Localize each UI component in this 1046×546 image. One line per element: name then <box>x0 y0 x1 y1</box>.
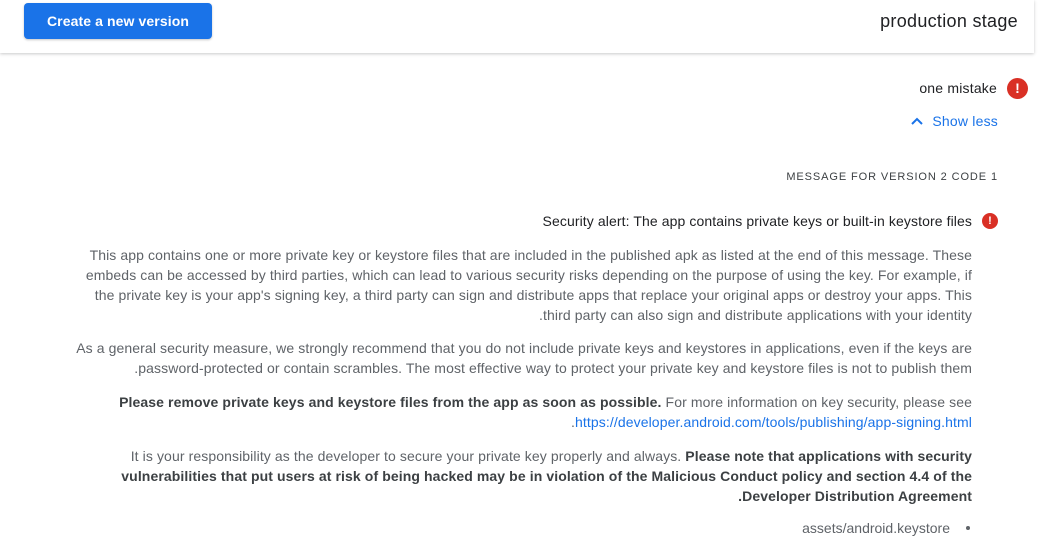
alert-paragraph-4 <box>72 446 972 506</box>
list-item <box>802 520 972 536</box>
keystore-file-list <box>802 520 972 536</box>
more-info-text: For more information on key security, please see <box>661 394 972 410</box>
sentence-end: . <box>571 414 576 430</box>
file-path: assets/android.keystore <box>802 520 950 536</box>
alert-error-icon: ! <box>982 213 998 229</box>
error-exclamation-icon: ! <box>1007 78 1028 99</box>
error-count-label: one mistake <box>919 80 997 96</box>
message-version-header: MESSAGE FOR VERSION 2 CODE 1 <box>786 171 998 183</box>
policy-warning: Please note that applications with security vulnerabilities that put users at risk of being hacked may be in violation of the Malicious Conduct policy and section 4.4 of the Developer Distribution Agreement. <box>121 448 972 504</box>
security-alert-title: Security alert: The app contains private keys or built-in keystore files <box>542 213 972 229</box>
alert-paragraph-2: As a general security measure, we strongly recommend that you do not include private keys and keystores in applications, even if the keys are password-protected or contain scrambles. The most effective way to protect your private key and keystore files is not to publish them. <box>76 340 972 376</box>
page-title: production stage <box>880 11 1018 31</box>
top-bar <box>0 0 1034 53</box>
create-new-version-button[interactable]: Create a new version <box>24 3 212 39</box>
responsibility-text: It is your responsibility as the developer to secure your private key properly and always. <box>130 448 686 464</box>
alert-paragraph-1: This app contains one or more private key or keystore files that are included in the published apk as listed at the end of this message. These embeds can be accessed by third parties, which can lead to various security risks depending on the purpose of using the key. For example, if the private key is your app's signing key, a third party can sign and distribute apps that replace your original apps or destroy your apps. This third party can also sign and distribute applications with your identity. <box>85 247 972 323</box>
show-less-toggle[interactable] <box>910 111 998 131</box>
app-signing-link[interactable]: https://developer.android.com/tools/publishing/app-signing.html <box>575 414 972 430</box>
alert-paragraph-3 <box>72 392 972 432</box>
error-summary <box>919 77 1028 99</box>
remove-keys-instruction: Please remove private keys and keystore files from the app as soon as possible. <box>119 394 662 410</box>
show-less-label: Show less <box>932 113 998 129</box>
security-alert-row <box>543 211 998 231</box>
release-messages-panel <box>0 53 1046 546</box>
chevron-up-icon <box>910 114 924 128</box>
bullet-icon <box>966 526 970 530</box>
